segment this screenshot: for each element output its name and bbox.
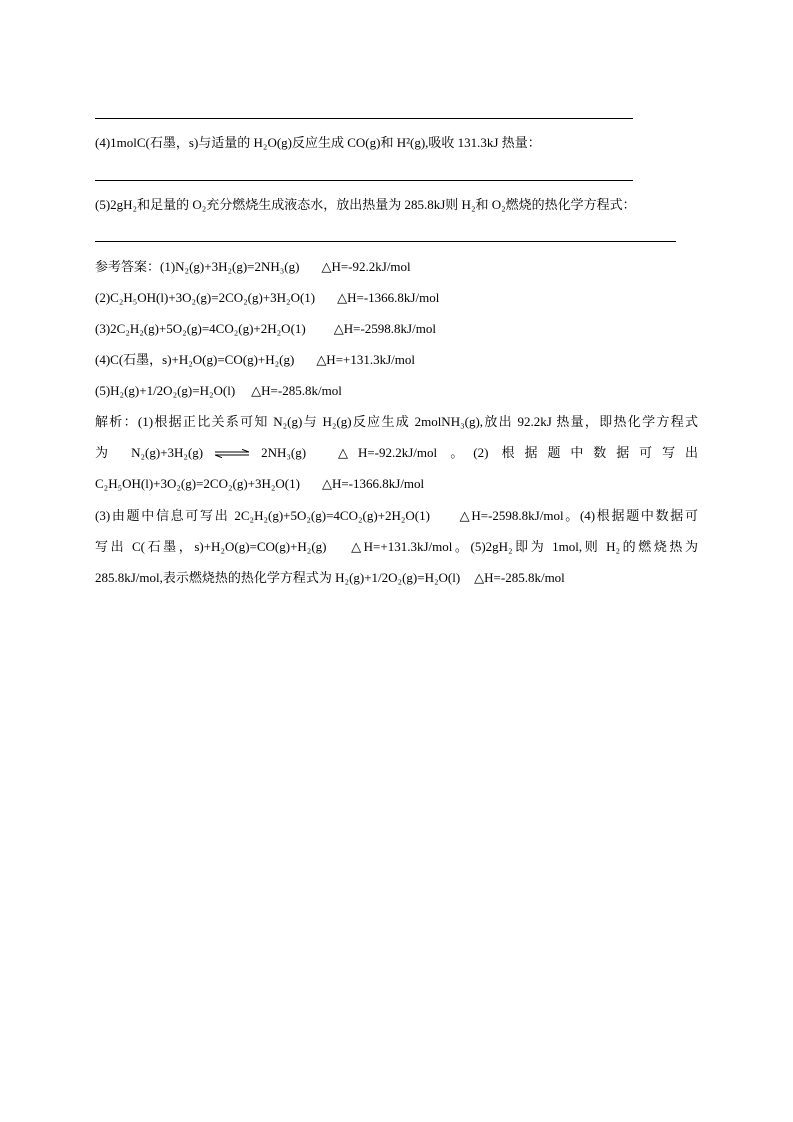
analysis-enthalpy: △H=-285.8k/mol (474, 570, 565, 585)
analysis-line-5 (95, 538, 698, 556)
answer-5 (95, 382, 342, 400)
answer-enthalpy: △H=-285.8k/mol (251, 383, 342, 398)
analysis-enthalpy: △H=+131.3kJ/mol。(5)2gH₂即为 1mol,则 H₂的燃烧热为 (348, 539, 698, 554)
answer-blank-line-4 (95, 180, 633, 181)
answer-enthalpy: △H=-92.2kJ/mol (321, 259, 411, 274)
question-5: (5)2gH₂和足量的 O₂充分燃烧生成液态水，放出热量为 285.8kJ则 H₂和 O₂燃烧的热化学方程式： (95, 197, 636, 212)
analysis-line-3 (95, 475, 424, 493)
answer-1 (95, 258, 411, 276)
answer-equation: (1)N₂(g)+3H₂(g)=2NH₃(g) (160, 259, 300, 274)
answer-blank-line-3 (95, 118, 633, 119)
analysis-enthalpy: △H=-2598.8kJ/mol。(4)根据题中数据可 (457, 508, 698, 523)
answer-label: 参考答案： (95, 259, 161, 274)
analysis-line-2 (95, 444, 698, 462)
answer-equation: (2)C₂H₅OH(l)+3O₂(g)=2CO₂(g)+3H₂O(1) (95, 290, 316, 305)
answer-equation: (4)C(石墨，s)+H₂O(g)=CO(g)+H₂(g) (95, 352, 295, 367)
analysis-line-4 (95, 507, 698, 525)
answer-blank-line-5 (95, 241, 676, 242)
analysis-text: 写出 C(石墨，s)+H₂O(g)=CO(g)+H₂(g) (95, 539, 327, 554)
analysis-text: 。(2) 根据题中数据可写出 (450, 445, 698, 460)
answer-enthalpy: △H=+131.3kJ/mol (316, 352, 416, 367)
analysis-enthalpy: △H=-1366.8kJ/mol (321, 476, 425, 491)
answer-2 (95, 289, 439, 307)
answer-4 (95, 351, 415, 369)
answer-3 (95, 320, 436, 338)
analysis-text: 285.8kJ/mol,表示燃烧热的热化学方程式为 H₂(g)+1/2O₂(g)=H₂O(l) (95, 570, 461, 585)
analysis-equation: C₂H₅OH(l)+3O₂(g)=2CO₂(g)+3H₂O(1) (95, 476, 300, 491)
analysis-prefix: 为 (95, 445, 118, 460)
answer-equation: (3)2C₂H₂(g)+5O₂(g)=4CO₂(g)+2H₂O(1) (95, 321, 306, 336)
analysis-enthalpy: △H=-92.2kJ/mol (328, 445, 438, 460)
equilibrium-arrow-icon (215, 449, 249, 458)
analysis-text: (3)由题中信息可写出 2C₂H₂(g)+5O₂(g)=4CO₂(g)+2H₂O(1) (95, 508, 430, 523)
analysis-line-1: 解析：(1)根据正比关系可知 N₂(g)与 H₂(g)反应生成 2molNH₃(g),放出 92.2kJ 热量，即热化学方程式 (95, 414, 698, 429)
analysis-products: 2NH₃(g) (261, 445, 307, 460)
analysis-line-6 (95, 569, 565, 587)
question-4: (4)1molC(石墨，s)与适量的 H₂O(g)反应生成 CO(g)和 H²(g),吸收 131.3kJ 热量： (95, 135, 541, 150)
answer-equation: (5)H₂(g)+1/2O₂(g)=H₂O(l) (95, 383, 236, 398)
analysis-reactants: N₂(g)+3H₂(g) (131, 445, 204, 460)
answer-enthalpy: △H=-1366.8kJ/mol (337, 290, 440, 305)
answer-enthalpy: △H=-2598.8kJ/mol (333, 321, 436, 336)
